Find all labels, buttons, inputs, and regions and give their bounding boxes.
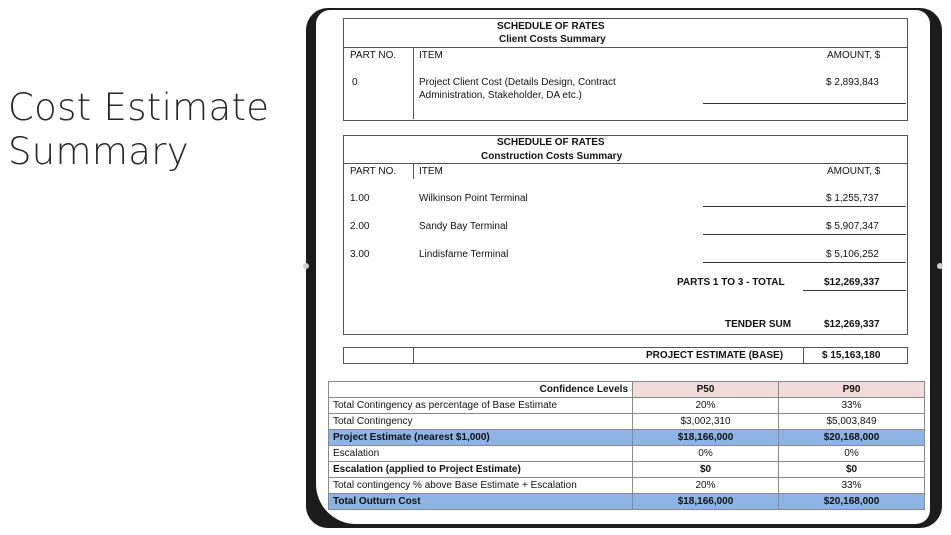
divider (413, 47, 414, 119)
slide-title-line1: Cost Estimate (8, 86, 270, 129)
table-row-highlight (329, 430, 925, 446)
parts-total-value: $12,269,337 (824, 277, 880, 288)
client-row-item-2: Administration, Stakeholder, DA etc.) (419, 90, 582, 101)
tender-sum-value: $12,269,337 (824, 319, 880, 330)
client-schedule-title: SCHEDULE OF RATES (497, 21, 605, 32)
divider (413, 163, 414, 179)
col-item: ITEM (419, 166, 443, 177)
construction-row-part: 3.00 (350, 249, 370, 260)
client-schedule-table (343, 18, 908, 121)
construction-row-item: Wilkinson Point Terminal (419, 193, 528, 204)
amount-underline (703, 103, 906, 104)
construction-schedule-table (343, 135, 908, 335)
construction-schedule-subtitle: Construction Costs Summary (481, 151, 623, 162)
row-p90: 33% (779, 398, 925, 414)
divider (803, 347, 804, 364)
client-row-part: 0 (352, 77, 358, 88)
table-row (329, 414, 925, 430)
table-row (329, 446, 925, 462)
row-p90: $20,168,000 (779, 430, 925, 446)
row-label: Total Outturn Cost (329, 494, 633, 510)
slide-title-line2: Summary (8, 130, 189, 173)
row-p90: $20,168,000 (779, 494, 925, 510)
row-p90: $0 (779, 462, 925, 478)
table-row (329, 478, 925, 494)
side-button (937, 263, 943, 269)
row-label: Total Contingency as percentage of Base Estimate (329, 398, 633, 414)
col-amount: AMOUNT, $ (827, 50, 881, 61)
project-estimate-value: $ 15,163,180 (822, 350, 881, 361)
divider (344, 47, 907, 48)
client-row-amount: $ 2,893,843 (826, 77, 879, 88)
confidence-header: Confidence Levels (329, 382, 633, 398)
construction-row-item: Sandy Bay Terminal (419, 221, 508, 232)
row-p50: 20% (633, 478, 779, 494)
col-part-no: PART NO. (350, 50, 397, 61)
parts-total-label: PARTS 1 TO 3 - TOTAL (677, 277, 785, 288)
row-p50: $18,166,000 (633, 430, 779, 446)
client-row-item: Project Client Cost (Details Design, Contract (419, 77, 616, 88)
row-p90: $5,003,849 (779, 414, 925, 430)
table-row-total (329, 494, 925, 510)
col-part-no: PART NO. (350, 166, 397, 177)
col-item: ITEM (419, 50, 443, 61)
construction-schedule-title: SCHEDULE OF RATES (497, 137, 605, 148)
construction-row-item: Lindisfarne Terminal (419, 249, 509, 260)
row-p50: $0 (633, 462, 779, 478)
row-label: Project Estimate (nearest $1,000) (329, 430, 633, 446)
construction-row-part: 1.00 (350, 193, 370, 204)
row-label: Escalation (applied to Project Estimate) (329, 462, 633, 478)
confidence-levels-table (328, 381, 925, 510)
amount-underline (703, 234, 906, 235)
construction-row-amount: $ 5,907,347 (826, 221, 879, 232)
total-underline (803, 290, 906, 291)
construction-row-part: 2.00 (350, 221, 370, 232)
col-p90: P90 (779, 382, 925, 398)
row-p50: 0% (633, 446, 779, 462)
slide-title (8, 86, 269, 174)
table-row (329, 462, 925, 478)
row-label: Total Contingency (329, 414, 633, 430)
side-button (303, 263, 309, 269)
row-p90: 0% (779, 446, 925, 462)
divider (413, 347, 414, 364)
amount-underline (703, 262, 906, 263)
amount-underline (703, 206, 906, 207)
row-p50: $18,166,000 (633, 494, 779, 510)
row-label: Total contingency % above Base Estimate + Escalation (329, 478, 633, 494)
project-estimate-label: PROJECT ESTIMATE (BASE) (646, 350, 784, 361)
divider (344, 163, 907, 164)
row-p50: 20% (633, 398, 779, 414)
col-amount: AMOUNT, $ (827, 166, 881, 177)
row-p50: $3,002,310 (633, 414, 779, 430)
construction-row-amount: $ 1,255,737 (826, 193, 879, 204)
row-label: Escalation (329, 446, 633, 462)
construction-row-amount: $ 5,106,252 (826, 249, 879, 260)
table-header-row (329, 382, 925, 398)
row-p90: 33% (779, 478, 925, 494)
client-schedule-subtitle: Client Costs Summary (499, 34, 606, 45)
table-row (329, 398, 925, 414)
tender-sum-label: TENDER SUM (725, 319, 792, 330)
col-p50: P50 (633, 382, 779, 398)
